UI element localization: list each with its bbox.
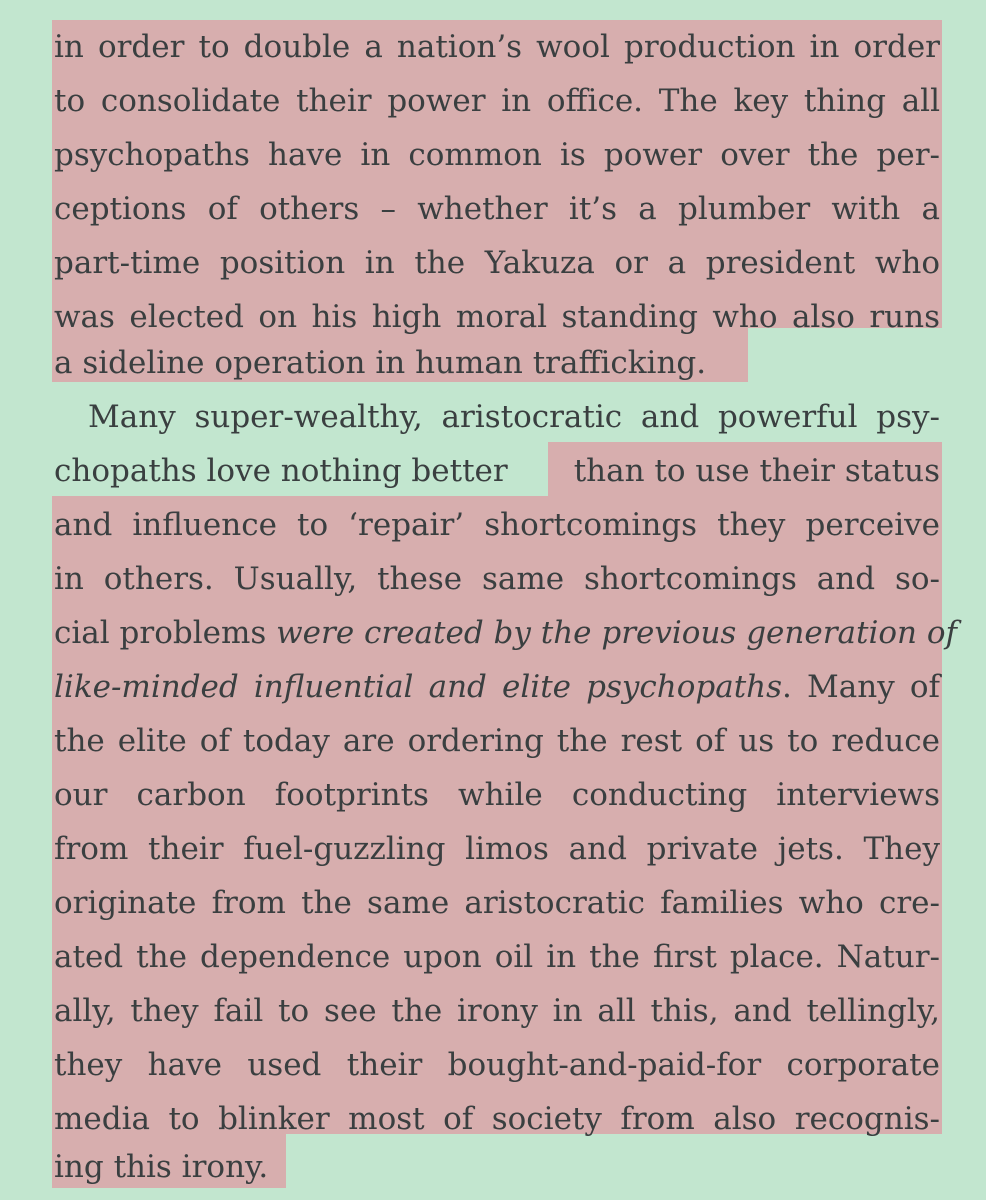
- text-line: was elected on his high moral standing who also runs: [54, 299, 940, 335]
- text-line: ceptions of others – whether it’s a plumber with a: [54, 191, 940, 227]
- text-line: in order to double a nation’s wool production in order: [54, 29, 940, 65]
- text-line-mixed: [54, 606, 957, 660]
- text-line-mixed: [54, 660, 940, 714]
- text-line: in others. Usually, these same shortcomings and so-: [54, 561, 940, 597]
- text-line-mixed: [54, 444, 940, 498]
- italic-text: were created by the previous generation of: [276, 615, 957, 651]
- text-line: from their fuel-guzzling limos and private jets. They: [54, 831, 940, 867]
- italic-text: like-minded influential and elite psychopaths: [54, 669, 783, 705]
- text-line: part-time position in the Yakuza or a president who: [54, 245, 940, 281]
- text-line: psychopaths have in common is power over the per-: [54, 137, 940, 173]
- highlighted-text: than to use their status: [573, 453, 940, 489]
- unhighlighted-text: chopaths love nothing better: [54, 453, 508, 489]
- text-line: ally, they fail to see the irony in all this, and tellingly,: [54, 993, 940, 1029]
- normal-text: . Many of: [782, 669, 940, 705]
- text-line: our carbon footprints while conducting interviews: [54, 777, 940, 813]
- text-line: originate from the same aristocratic families who cre-: [54, 885, 940, 921]
- normal-text: cial problems: [54, 615, 277, 651]
- text-line: a sideline operation in human trafficking.: [54, 345, 707, 381]
- text-line: the elite of today are ordering the rest of us to reduce: [54, 723, 940, 759]
- text-line: and influence to ‘repair’ shortcomings they perceive: [54, 507, 940, 543]
- text-line-indented: Many super-wealthy, aristocratic and powerful psy-: [88, 399, 940, 435]
- text-line: to consolidate their power in office. The key thing all: [54, 83, 940, 119]
- text-line: ated the dependence upon oil in the first place. Natur-: [54, 939, 940, 975]
- text-line: they have used their bought-and-paid-for corporate: [54, 1047, 940, 1083]
- text-line: ing this irony.: [54, 1149, 269, 1185]
- text-line: media to blinker most of society from also recognis-: [54, 1101, 940, 1137]
